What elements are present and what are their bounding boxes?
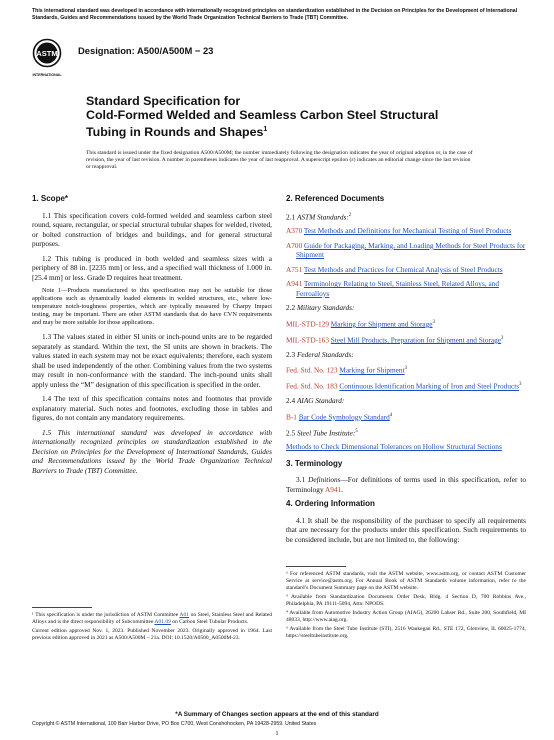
a941-link[interactable]: A941 [325, 484, 342, 494]
tbt-notice: This international standard was developed in accordance with internationally recognized principles on standardization established in the Decision on Principles for the Development of International Standards, Guides and Recommendations issued by the World Trade Organization Technical Barriers to Trade (TBT) Committee. [32, 8, 518, 21]
title-line-1: Standard Specification for [86, 94, 241, 108]
left-column [32, 194, 272, 480]
footnote-2: ² For referenced ASTM standards, visit the ASTM website, www.astm.org, or contact ASTM Customer Service at service@astm.org. For Annual Book of ASTM Standards volume information, refer to the standard’s Document Summary page on the ASTM website. [286, 571, 526, 591]
astm-standards-label: 2.1 ASTM Standards:$^2$ [286, 211, 352, 221]
para-1-5: 1.5 This international standard was developed in accordance with internationally recognized principles on standardization established in the Decision on Principles for the Development of International Standards, Guides and Recommendations issued by the World Trade Organization Technical Barriers to Trade (TBT) Committee. [32, 427, 272, 475]
para-1-3: 1.3 The values stated in either SI units or inch-pound units are to be regarded separately as standard. Within the text, the SI units are shown in brackets. The values stated in each system may not be exact equivalents; therefore, each system shall be used independently of the other. Combining values from the two systems may result in non-conformance with the standard. The inch-pound units shall apply unless the “M” designation of this specification is specified in the order. [32, 332, 272, 389]
footnote-4: ⁴ Available from Automotive Industry Action Group (AIAG), 26200 Lahser Rd., Suite 200, Southfield, MI 48033, http://www.aiag.org. [286, 610, 526, 623]
ref-item[interactable]: Fed. Std. No. 183 Continuous Identification Marking of Iron and Steel Products$^3$ [286, 381, 522, 391]
title-line-2: Cold-Formed Welded and Seamless Carbon Steel Structural [86, 108, 439, 123]
para-1-1: 1.1 This specification covers cold-formed welded and seamless carbon steel round, square, rectangular, or special structural tubular shapes for welded, riveted, or bolted construction of bridges and buildings, and for general structural purposes. [32, 210, 272, 248]
referenced-documents-heading: 2. Referenced Documents [286, 194, 385, 203]
ref-item[interactable]: A941 Terminology Relating to Steel, Stainless Steel, Related Alloys, and Ferroalloys [286, 279, 499, 298]
summary-of-changes-note: *A Summary of Changes section appears at the end of this standard [175, 711, 379, 718]
ref-item[interactable]: MIL-STD-129 Marking for Shipment and Storage$^3$ [286, 319, 435, 329]
terminology-heading: 3. Terminology [286, 458, 343, 468]
footnote-rule-right [286, 566, 346, 567]
note-1: Note 1—Products manufactured to this specification may not be suitable for those applications such as dynamically loaded elements in welded structures, etc., where low-temperature notch-toughness properties, which are typically measured by Charpy Impact testing, may be important. There are other ASTM standards that do have CVN requirements and may be more suitable for those applications. [32, 287, 272, 327]
aiag-standard-label: 2.4 AIAG Standard: [286, 396, 345, 406]
copyright: Copyright © ASTM International, 100 Barr Harbor Drive, PO Box C700, West Conshohocken, PA 19428-2959. United States [32, 721, 317, 727]
ref-item[interactable]: MIL-STD-163 Steel Mill Products, Preparation for Shipment and Storage$^3$ [286, 335, 504, 345]
logo-caption: INTERNATIONAL [32, 73, 62, 77]
designation: Designation: A500/A500M − 23 [78, 45, 214, 56]
footnote-3: ³ Available from Standardization Documents Order Desk, Bldg. 4 Section D, 700 Robbins Ave., Philadelphia, PA 19111-5094, Attn: NPODS. [286, 594, 526, 607]
ref-item[interactable]: A700 Guide for Packaging, Marking, and Loading Methods for Steel Products for Shipment [286, 240, 526, 260]
ref-item[interactable]: A751 Test Methods and Practices for Chemical Analysis of Steel Products [286, 264, 503, 274]
para-1-4: 1.4 The text of this specification contains notes and footnotes that provide explanatory material. Such notes and footnotes, excluding those in tables and figures, do not contain any mandatory requirements. [32, 394, 272, 423]
ref-item[interactable]: Fed. Std. No. 123 Marking for Shipment$^3$ [286, 365, 407, 375]
federal-standards-label: 2.3 Federal Standards: [286, 349, 354, 359]
issuance-statement: This standard is issued under the fixed designation A500/A500M; the number immediately following the designation indicates the year of original adoption or, in the case of revision, the year of last revision. A number in parentheses indicates the year of last reapproval. A superscript epsilon (ε) indicates an editorial change since the last revision or reapproval. [86, 150, 473, 170]
title-line-3: Tubing in Rounds and Shapes$^1$ [86, 124, 268, 139]
subcommittee-a01-09-link[interactable]: A01.09 [154, 619, 171, 625]
footnote-5: ⁵ Available from the Steel Tube Institute (STI), 2516 Waukegan Rd., STE 172, Glenview, IL 60025-1774, https://steeltubeinstitute.org. [286, 626, 526, 639]
steel-tube-institute-label: 2.5 Steel Tube Institute:$^5$ [286, 427, 358, 437]
document-title [86, 94, 446, 139]
ref-item[interactable]: Methods to Check Dimensional Tolerances on Hollow Structural Sections [286, 442, 502, 452]
title-footnote-marker: 1 [263, 125, 268, 133]
footnotes-right [286, 571, 526, 642]
right-column [286, 194, 526, 549]
footnote-1: ¹ This specification is under the jurisdiction of ASTM Committee A01 on Steel, Stainless Steel and Related Alloys and is the direct responsibility of Subcommittee A01.09 on Carbon Steel Tubular Products. Current edition approved Nov. 1, 2023. Published November 2023. Originally approved in 1964. Last previous edition approved in 2021 as A500/A500M – 21a. DOI: 10.1520/A0500_A0500M-23. [32, 612, 272, 641]
ordering-heading: 4. Ordering Information [286, 499, 375, 509]
para-3-1: 3.1 Definitions—For definitions of terms used in this specification, refer to Terminology A941. [286, 475, 526, 494]
footnote-rule-left [32, 607, 92, 608]
astm-logo [32, 38, 62, 80]
footnote-1-edition: Current edition approved Nov. 1, 2023. Published November 2023. Originally approved in 1964. Last previous edition approved in 2021 as A500/A500M – 21a. DOI: 10.1520/A0500_A0500M-23. [32, 628, 272, 641]
scope-heading: 1. Scope* [32, 194, 69, 203]
astm-standards-list [286, 226, 526, 298]
ref-item[interactable]: B-1 Bar Code Symbology Standard$^4$ [286, 412, 393, 422]
para-1-2: 1.2 This tubing is produced in both welded and seamless sizes with a periphery of 88 in. [2235 mm] or less, and a specified wall thickness of 1.000 in. [25.4 mm] or less. Grade D requires heat treatment. [32, 253, 272, 282]
para-4-1: 4.1 It shall be the responsibility of the purchaser to specify all requirements that are necessary for the products under this specification. Such requirements to be considered include, but are not limited to, the following: [286, 515, 526, 544]
ref-item[interactable]: A370 Test Methods and Definitions for Mechanical Testing of Steel Products [286, 226, 512, 236]
logo-text: ASTM [36, 49, 58, 58]
military-standards-label: 2.2 Military Standards: [286, 303, 355, 313]
committee-a01-link[interactable]: A01 [179, 612, 189, 618]
page-number: 1 [275, 730, 279, 737]
